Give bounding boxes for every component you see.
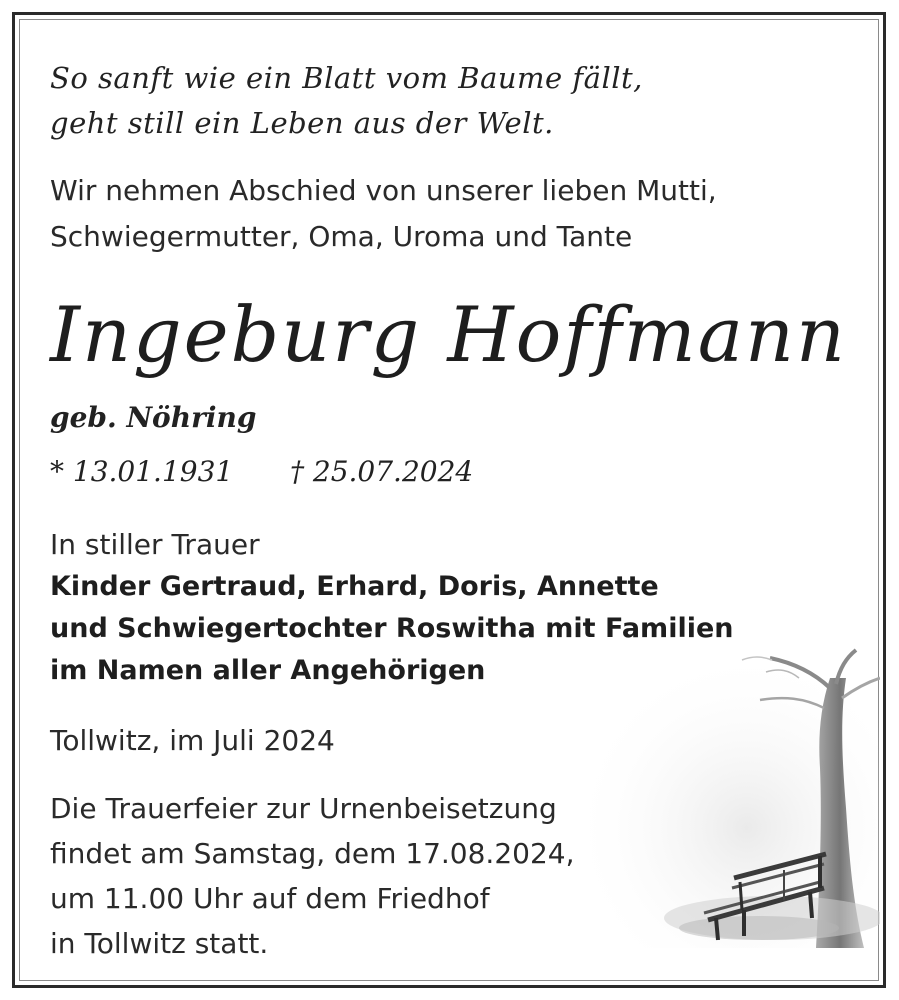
service-info	[50, 786, 575, 966]
mourners-line-1: Kinder Gertraud, Erhard, Doris, Annette	[50, 571, 659, 602]
poem	[50, 56, 643, 146]
intro-line-2: Schwiegermutter, Oma, Uroma und Tante	[50, 220, 633, 253]
service-line-4: in Tollwitz statt.	[50, 927, 269, 960]
intro-text	[50, 168, 717, 260]
death-date: † 25.07.2024	[290, 455, 474, 488]
birth-date: * 13.01.1931	[50, 455, 234, 488]
tree-and-bench-illustration	[584, 648, 880, 948]
deceased-name: Ingeburg Hoffmann	[50, 290, 847, 379]
place-date: Tollwitz, im Juli 2024	[50, 724, 335, 757]
service-line-2: findet am Samstag, dem 17.08.2024,	[50, 837, 575, 870]
mourning-intro: In stiller Trauer	[50, 528, 260, 561]
mourners-line-2: und Schwiegertochter Roswitha mit Familien	[50, 613, 734, 644]
mourners-line-3: im Namen aller Angehörigen	[50, 655, 486, 686]
intro-line-1: Wir nehmen Abschied von unserer lieben Mutti,	[50, 174, 717, 207]
service-line-1: Die Trauerfeier zur Urnenbeisetzung	[50, 792, 557, 825]
poem-line-2: geht still ein Leben aus der Welt.	[50, 106, 554, 140]
service-line-3: um 11.00 Uhr auf dem Friedhof	[50, 882, 490, 915]
poem-line-1: So sanft wie ein Blatt vom Baume fällt,	[50, 61, 643, 95]
maiden-name: geb. Nöhring	[50, 401, 257, 434]
